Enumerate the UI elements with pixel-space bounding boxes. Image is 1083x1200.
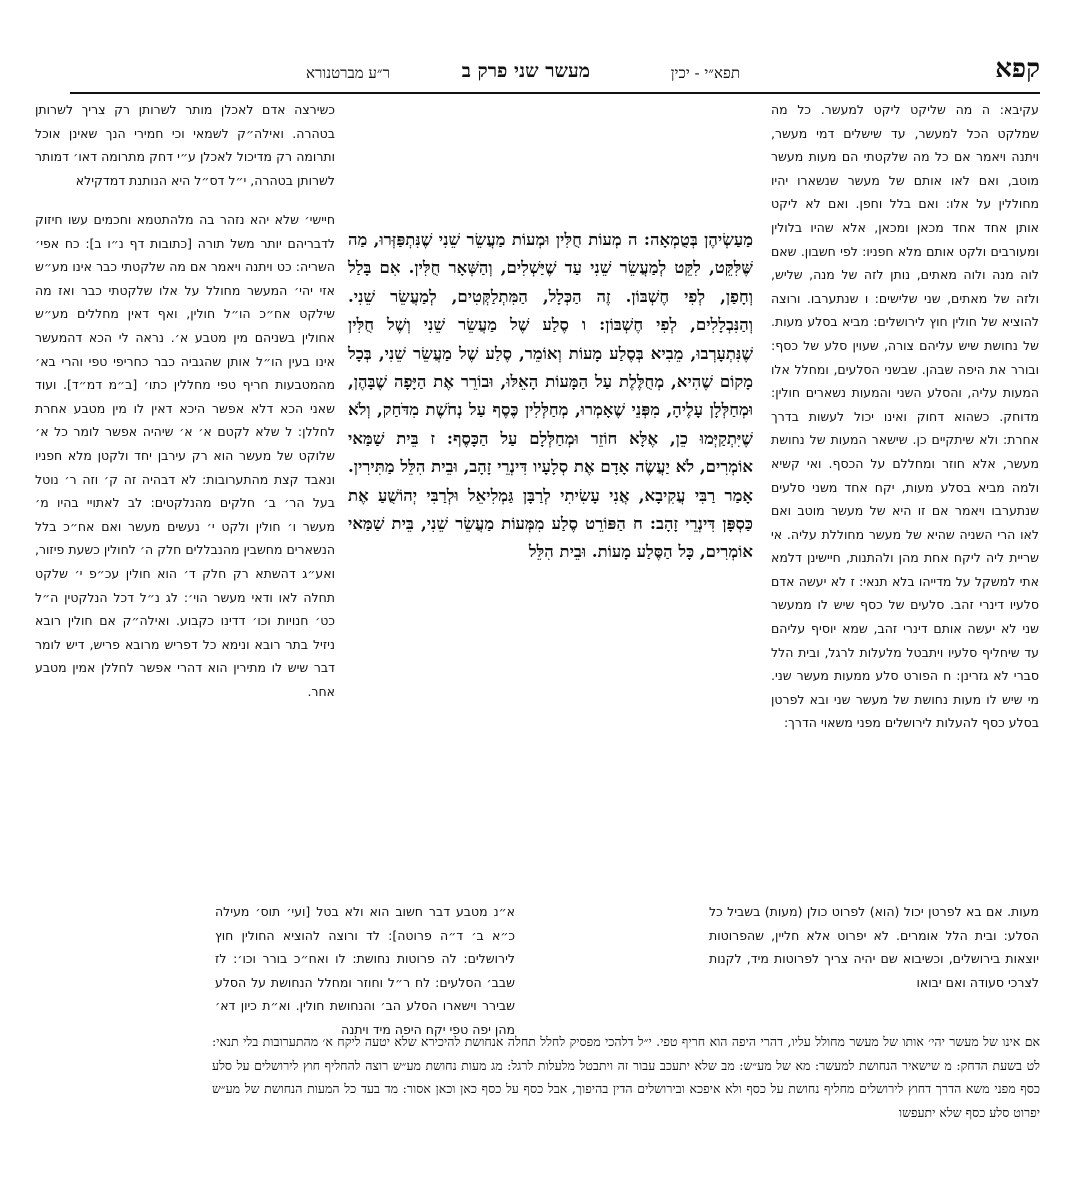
bottom-notes-text: אם אינו של מעשר יהי׳ אותו של מעשר מחולל עליו, דהרי היפה הוא חריף טפי. י״ל דלהכי מפסיק לחלל תחלה אנחושת להיכירא שלא יטעה ליקח א׳ מהתערובות בלי תנאי: לט בשעת הדחק: מ שישאיר הנחושת למעשר: מא של מע״ש: מב שלא יתעכב עבור זה ויתבטל מלעלות לרגל: מג מעות נחושת מע״ש רוצה להחליף חוץ לירושלים על סלע כסף מפני משא הדרך דחוץ לירושלים מחליף נחושת על כסף ולא איפכא ובירושלים הדין בהיפוך, אבל כסף על כסף כאן וכאן אסור: מד בעד כל המעות הנחושת של מע״ש יפרוט סלע כסף שלא יתעפשו [212,1034,1040,1120]
tosafot-top-text: כשירצה אדם לאכלן מותר לשרותן רק צריך לשרותן בטהרה. ואילה״ק לשמאי וכי חמירי הנך שאינן אוכל ותרומה רק מדיכול לאכלן ע״י דחק מתרומה דאו׳ דמותר לשרותן בטהרה, י״ל דס״ל היא הנותנת דמדקילא [35,102,335,188]
page-title: מעשר שני פרק ב [461,60,590,82]
tosafot-side-block [35,208,335,898]
tosafot-top-block [35,98,335,203]
tosafot-side-text: חיישי׳ שלא יהא נזהר בה מלהתטמא וחכמים עשו חיזוק לדבריהם יותר משל תורה [כתובות דף נ״ו ב]: כח אפי׳ השריה: כט ויתנה ויאמר אם מה שלקטתי כבר אינו מע״ש אזי יהי׳ המעשר מחולל על אלו שלקטתי כבר ואז מה שילקט אח״כ הו״ל חולין, ואף דאין מחללים מע״ש אחולין בשניהם מין מטבע א׳. נראה לי הכא דהמעשר אינו בעין הו״ל אותן שהגביה כבר כחריפי טפי והרי בא׳ מהמטבעות חריף טפי מחללין כתו׳ [ב״מ דמ״ד]. ועוד שאני הכא דלא אפשר היכא דאין לו מין מטבע אחרת לחללן: ל שלא לקטם א׳ א׳ שיהיה אפשר לומר כל א׳ שלוקט של מעשר הוא רק עירבן יחד ולקטן מלא חפניו ונאבד קצת מהתערובות: לא דבהיה זה ק׳ וזה ר׳ נוטל בעל הר׳ ב׳ חלקים מהנלקטים: לב לאתויי בהיו מ׳ מעשר ו׳ חולין ולקט י׳ נעשים מעשר ואם אח״כ בלל הנשארים מחשבין מהנבללים חלק ה׳ לחולין כשעת פיזור, ואע״ג דהשתא רק חלק ד׳ הוא חולין עכ״פ י׳ שלקט תחלה לאו ודאי מעשר הוי׳: לג נ״ל דכל הנלקטין ה״ל כט׳ חנויות וכו׳ דדינו כקבוע. ואילה״ק אם חולין רובא ניזיל בתר רובא ונימא כל דפריש מרובא פריש, דיש לומר דבר שיש לו מתירין הוא דהרי אפשר לחללן אמין מטבע אחר. [35,212,335,699]
page-header [70,54,1040,88]
bartenura-mid-block [709,900,1039,1025]
mishnah-text: מַעַשְׂיהֶן בְּטֻמְאָה: ה מְעוֹת חֻלִּין וּמְעוֹת מַעֲשֵׂר שֵׁנִי שֶׁנִּתְפַּזְּרוּ, מַה שֶּׁלִּקֵּט, לִקֵּט לְמַעֲשֵׂר שֵׁנִי עַד שֶׁיַּשְׁלִים, וְהַשְּׁאָר חֻלִּין. אִם בָּלַל וְחָפַן, לְפִי חֶשְׁבּוֹן. זֶה הַכְּלָל, הַמִּתְלַקְּטִים, לְמַעֲשֵׂר שֵׁנִי. וְהַנִּבְלָלִים, לְפִי חֶשְׁבּוֹן: ו סֶלַע שֶׁל מַעֲשֵׂר שֵׁנִי וְשֶׁל חֻלִּין שֶׁנִּתְעָרְבוּ, מֵבִיא בְּסֶלַע מָעוֹת וְאוֹמֵר, סֶלַע שֶׁל מַעֲשֵׂר שֵׁנִי, בְּכָל מָקוֹם שֶׁהִיא, מְחֻלֶּלֶת עַל הַמָּעוֹת הָאֵלּוּ, וּבוֹרֵר אֶת הַיָּפָה שֶׁבָּהֶן, וּמְחַלְּלָן עָלֶיהָ, מִפְּנֵי שֶׁאָמְרוּ, מְחַלְּלִין כֶּסֶף עַל נְחֹשֶׁת מִדֹּחַק, וְלֹא שֶׁיִּתְקַיְּמוּ כֵן, אֶלָּא חוֹזֵר וּמְחַלְּלָם עַל הַכָּסֶף: ז בֵּית שַׁמַּאי אוֹמְרִים, לֹא יַעֲשֶׂה אָדָם אֶת סְלָעָיו דִּינְרֵי זָהָב, וּבֵית הִלֵּל מַתִּירִין. אָמַר רַבִּי עֲקִיבָא, אֲנִי עָשִׂיתִי לְרַבָּן גַּמְלִיאֵל וּלְרַבִּי יְהוֹשֻׁעַ אֶת כַּסְפָּן דִּינְרֵי זָהָב: ח הַפּוֹרֵט סֶלַע מִמְּעוֹת מַעֲשֵׂר שֵׁנִי, בֵּית שַׁמַּאי אוֹמְרִים, כָּל הַסֶּלַע מָעוֹת. וּבֵית הִלֵּל [348,230,753,562]
mishnah-block [348,226,753,891]
running-range: תפא״י - יכין [670,64,740,82]
bottom-notes-block [212,1030,1040,1170]
header-rule [70,92,1040,94]
page-number: קפא [995,54,1040,84]
commentator-header: ר״ע מברטנורא [306,64,390,82]
tosafot-mid-block [215,900,515,1037]
bartenura-top-block [771,98,1039,898]
bartenura-mid-text: מעות. אם בא לפרטן יכול (הוא) לפרוט כולן (מעות) בשביל כל הסלע: ובית הלל אומרים. לא יפרוט אלא חליין, שהפרוטות יוצאות בירושלים, וכשיבוא שם יהיה צריך לפרוטות מיד, לקנות לצרכי סעודה ואם יבואו [709,904,1039,990]
bartenura-top-text: עקיבא: ה מה שליקט ליקט למעשר. כל מה שמלקט הכל למעשר, עד שישלים דמי מעשר, ויתנה ויאמר אם כל מה שלקטתי הם מעות מעשר מוטב, ואם לאו אותם של מעשר שנשארו יהיו מחוללין על אלו: ואם בלל וחפן. ואם לא ליקט אותן אחד אחד מכאן ומכאן, אלא שהיו בלולין ומעורבים ולקט אותם מלא חפניו: לפי חשבון. שאם לוה מנה ולוה מאתים, נותן לזה של מנה, שליש, ולזה של מאתים, שני שלישים: ו שנתערבו. ורוצה להוציא של חולין חוץ לירושלים: מביא בסלע מעות. של נחושת שיש עליהם צורה, שעוין סלע של כסף: ובורר את היפה שבהן. שבשני הסלעים, ומחלל אלו המעות עליה, והסלע השני והמעות נשארים חולין: מדוחק. כשהוא דחוק ואינו יכול לעשות בדרך אחרת: ולא שיתקיים כן. שישאר המעות של נחושת מעשר, אלא חוזר ומחללם על הכסף. ואי קשיא ולמה מביא בסלע מעות, יקח אחד משני סלעים שנתערבו ויאמר אם זו היא של מעשר מוטב ואם לאו הרי השניה שהיא של מעשר מחוללת עליה. אי שריית ליה ליקח אחת מהן ולהתנות, חיישינן דלמא אתי למשקל על מדייהו בלא תנאי: ז לא יעשה אדם סלעיו דינרי זהב. סלעים של כסף שיש לו ממעשר שני לא יעשה אותם דינרי זהב, שמא יוסיף עליהם עד שיחליף סלעיו ויתבטל מלעלות לרגל, ובית הלל סברי לא גזרינן: ח הפורט סלע ממעות מעשר שני. מי שיש לו מעות נחושת של מעשר שני ובא לפרטן בסלע כסף להעלות לירושלים מפני משאוי הדרך: [771,102,1039,731]
tosafot-mid-text: א״נ מטבע דבר חשוב הוא ולא בטל [ועי׳ תוס׳ מעילה כ״א ב׳ ד״ה פרוטה]: לד ורוצה להוציא החולין חוץ לירושלים: לה פרוטות נחושת: לו ואח״כ בורר וכו׳: לז שבב׳ הסלעים: לח ר״ל וחוזר ומחלל הנחושת על הסלע שבירר וישארו הסלע הב׳ והנחושת חולין. וא״ת כיון דא׳ מהן יפה טפי יקח היפה מיד ויתנה [215,904,515,1037]
